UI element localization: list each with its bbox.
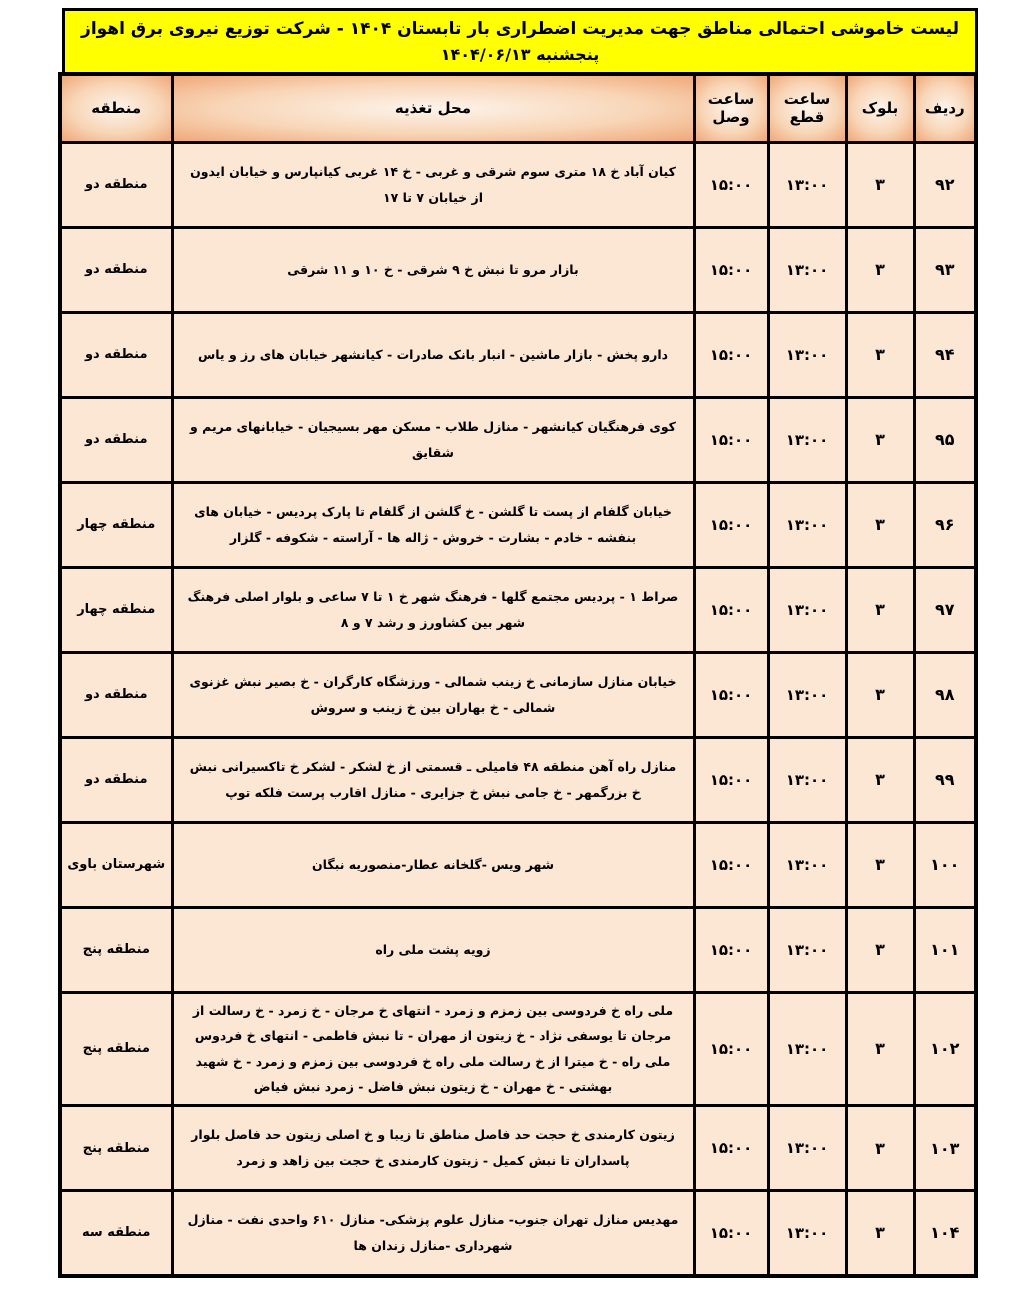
- table-row: [60, 482, 976, 567]
- row-number-cell: ۹۶: [914, 482, 976, 567]
- feeding-location-cell: ملی راه خ فردوسی بین زمزم و زمرد - انتهای خ مرجان - خ زمرد - خ رسالت از مرجان تا یوسفی نژاد - خ زیتون از مهران - تا نبش فاطمی - انتهای خ فردوس ملی راه - خ میترا از خ رسالت ملی راه خ فردوسی بین زمزم و زمرد - خ شهید بهشتی - خ مهران - خ زیتون نبش فاضل - زمرد نبش فیاض: [172, 992, 694, 1106]
- reconnect-time-cell: ۱۵:۰۰: [694, 482, 768, 567]
- row-number-cell: ۱۰۳: [914, 1106, 976, 1191]
- block-cell: ۳: [846, 397, 914, 482]
- feeding-location-cell: کیان آباد خ ۱۸ متری سوم شرقی و غربی - خ ۱۴ غربی کیانپارس و خیابان ایدون از خیابان ۷ تا ۱۷: [172, 142, 694, 227]
- table-row: [60, 652, 976, 737]
- reconnect-time-cell: ۱۵:۰۰: [694, 652, 768, 737]
- cut-time-cell: ۱۳:۰۰: [768, 482, 846, 567]
- reconnect-time-cell: ۱۵:۰۰: [694, 312, 768, 397]
- title-banner: [62, 8, 978, 72]
- cut-time-cell: ۱۳:۰۰: [768, 822, 846, 907]
- table-body: [60, 142, 976, 1276]
- region-cell: منطقه دو: [60, 312, 172, 397]
- region-cell: منطقه چهار: [60, 482, 172, 567]
- table-row: [60, 227, 976, 312]
- region-cell: منطقه سه: [60, 1191, 172, 1276]
- row-number-cell: ۹۴: [914, 312, 976, 397]
- block-cell: ۳: [846, 567, 914, 652]
- feeding-location-cell: منازل راه آهن منطقه ۴۸ فامیلی ـ قسمتی از خ لشکر - لشکر خ تاکسیرانی نبش خ بزرگمهر - خ جامی نبش خ جزایری - منازل اقارب پرست فلکه توپ: [172, 737, 694, 822]
- feeding-location-cell: صراط ۱ - پردیس مجتمع گلها - فرهنگ شهر خ ۱ تا ۷ ساعی و بلوار اصلی فرهنگ شهر بین کشاورز و رشد ۷ و ۸: [172, 567, 694, 652]
- block-cell: ۳: [846, 312, 914, 397]
- reconnect-time-cell: ۱۵:۰۰: [694, 227, 768, 312]
- reconnect-time-cell: ۱۵:۰۰: [694, 822, 768, 907]
- table-row: [60, 397, 976, 482]
- reconnect-time-cell: ۱۵:۰۰: [694, 737, 768, 822]
- feeding-location-cell: کوی فرهنگیان کیانشهر - منازل طلاب - مسکن مهر بسیجیان - خیابانهای مریم و شقایق: [172, 397, 694, 482]
- cut-time-cell: ۱۳:۰۰: [768, 227, 846, 312]
- reconnect-time-cell: ۱۵:۰۰: [694, 992, 768, 1106]
- col-header-region: منطقه: [60, 74, 172, 142]
- table-row: [60, 822, 976, 907]
- row-number-cell: ۹۵: [914, 397, 976, 482]
- feeding-location-cell: شهر ویس -گلخانه عطار-منصوریه نبگان: [172, 822, 694, 907]
- cut-time-cell: ۱۳:۰۰: [768, 397, 846, 482]
- col-header-row-number: ردیف: [914, 74, 976, 142]
- page-title: لیست خاموشی احتمالی مناطق جهت مدیریت اضطراری بار تابستان ۱۴۰۴ - شرکت توزیع نیروی برق اهواز: [81, 19, 959, 40]
- row-number-cell: ۱۰۱: [914, 907, 976, 992]
- reconnect-time-cell: ۱۵:۰۰: [694, 397, 768, 482]
- row-number-cell: ۱۰۲: [914, 992, 976, 1106]
- feeding-location-cell: دارو پخش - بازار ماشین - انبار بانک صادرات - کیانشهر خیابان های رز و یاس: [172, 312, 694, 397]
- block-cell: ۳: [846, 1191, 914, 1276]
- row-number-cell: ۹۷: [914, 567, 976, 652]
- feeding-location-cell: زویه پشت ملی راه: [172, 907, 694, 992]
- page-date: پنجشنبه ۱۴۰۴/۰۶/۱۳: [440, 44, 600, 64]
- table-row: [60, 1106, 976, 1191]
- region-cell: شهرستان باوی: [60, 822, 172, 907]
- row-number-cell: ۱۰۰: [914, 822, 976, 907]
- feeding-location-cell: بازار مرو تا نبش خ ۹ شرقی - خ ۱۰ و ۱۱ شرقی: [172, 227, 694, 312]
- cut-time-cell: ۱۳:۰۰: [768, 992, 846, 1106]
- col-header-cut-time: ساعت قطع: [768, 74, 846, 142]
- feeding-location-cell: زیتون کارمندی خ حجت حد فاصل مناطق تا زیبا و خ اصلی زیتون حد فاصل بلوار پاسداران تا نبش کمیل - زیتون کارمندی خ حجت بین زاهد و زمرد: [172, 1106, 694, 1191]
- table-row: [60, 992, 976, 1106]
- cut-time-cell: ۱۳:۰۰: [768, 567, 846, 652]
- block-cell: ۳: [846, 737, 914, 822]
- reconnect-time-cell: ۱۵:۰۰: [694, 142, 768, 227]
- table-row: [60, 312, 976, 397]
- row-number-cell: ۱۰۴: [914, 1191, 976, 1276]
- cut-time-cell: ۱۳:۰۰: [768, 652, 846, 737]
- reconnect-time-cell: ۱۵:۰۰: [694, 1106, 768, 1191]
- region-cell: منطقه دو: [60, 737, 172, 822]
- cut-time-cell: ۱۳:۰۰: [768, 1106, 846, 1191]
- region-cell: منطقه دو: [60, 142, 172, 227]
- region-cell: منطقه پنج: [60, 992, 172, 1106]
- outage-table: [58, 72, 978, 1278]
- header-row: [60, 74, 976, 142]
- block-cell: ۳: [846, 822, 914, 907]
- block-cell: ۳: [846, 142, 914, 227]
- col-header-block: بلوک: [846, 74, 914, 142]
- block-cell: ۳: [846, 482, 914, 567]
- region-cell: منطقه پنج: [60, 1106, 172, 1191]
- table-row: [60, 737, 976, 822]
- block-cell: ۳: [846, 907, 914, 992]
- cut-time-cell: ۱۳:۰۰: [768, 1191, 846, 1276]
- outage-schedule-page: [62, 8, 978, 1278]
- table-row: [60, 567, 976, 652]
- feeding-location-cell: مهدیس منازل تهران جنوب- منازل علوم پزشکی- منازل ۶۱۰ واحدی نفت - منازل شهرداری -منازل زندان ها: [172, 1191, 694, 1276]
- reconnect-time-cell: ۱۵:۰۰: [694, 1191, 768, 1276]
- block-cell: ۳: [846, 1106, 914, 1191]
- cut-time-cell: ۱۳:۰۰: [768, 312, 846, 397]
- block-cell: ۳: [846, 652, 914, 737]
- region-cell: منطقه دو: [60, 652, 172, 737]
- table-row: [60, 1191, 976, 1276]
- cut-time-cell: ۱۳:۰۰: [768, 142, 846, 227]
- row-number-cell: ۹۲: [914, 142, 976, 227]
- region-cell: منطقه دو: [60, 227, 172, 312]
- table-header: [60, 74, 976, 142]
- block-cell: ۳: [846, 992, 914, 1106]
- table-row: [60, 907, 976, 992]
- region-cell: منطقه دو: [60, 397, 172, 482]
- row-number-cell: ۹۳: [914, 227, 976, 312]
- feeding-location-cell: خیابان گلفام از پست تا گلشن - خ گلشن از گلفام تا پارک پردیس - خیابان های بنفشه - خادم - بشارت - خروش - ژاله ها - آراسته - شکوفه - گلزار: [172, 482, 694, 567]
- col-header-reconnect-time: ساعت وصل: [694, 74, 768, 142]
- feeding-location-cell: خیابان منازل سازمانی خ زینب شمالی - ورزشگاه کارگران - خ بصیر نبش غزنوی شمالی - خ بهاران بین خ زینب و سروش: [172, 652, 694, 737]
- cut-time-cell: ۱۳:۰۰: [768, 907, 846, 992]
- reconnect-time-cell: ۱۵:۰۰: [694, 567, 768, 652]
- col-header-feeding-location: محل تغذیه: [172, 74, 694, 142]
- row-number-cell: ۹۹: [914, 737, 976, 822]
- reconnect-time-cell: ۱۵:۰۰: [694, 907, 768, 992]
- cut-time-cell: ۱۳:۰۰: [768, 737, 846, 822]
- table-row: [60, 142, 976, 227]
- block-cell: ۳: [846, 227, 914, 312]
- row-number-cell: ۹۸: [914, 652, 976, 737]
- region-cell: منطقه پنج: [60, 907, 172, 992]
- region-cell: منطقه چهار: [60, 567, 172, 652]
